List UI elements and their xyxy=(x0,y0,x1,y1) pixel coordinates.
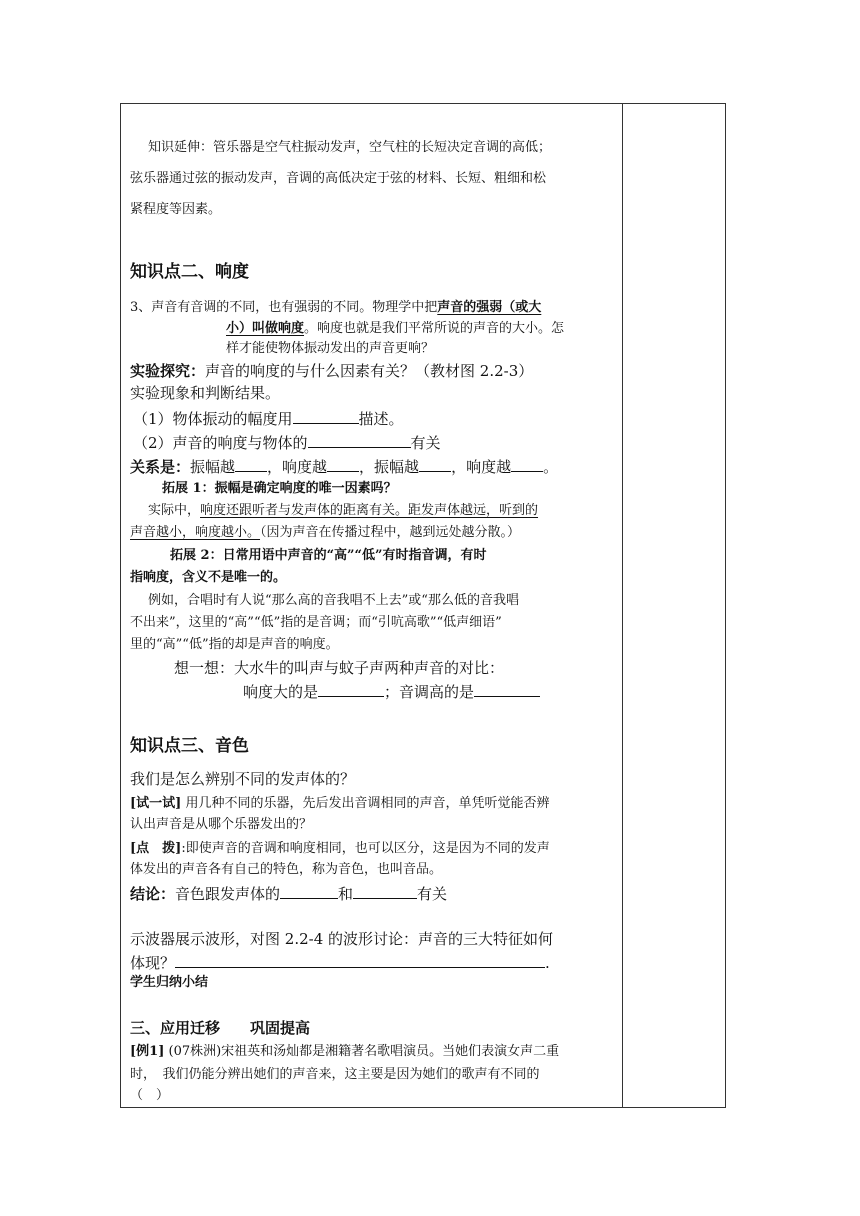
question-2 xyxy=(133,435,441,451)
think-blank-1[interactable] xyxy=(318,684,384,697)
kp2-para3-line1 xyxy=(130,301,541,314)
experiment-label: 实验探究： xyxy=(130,362,206,380)
kp3-question: 我们是怎么辨别不同的发声体的？ xyxy=(130,770,356,788)
hint-text: :即使声音的音调和响度相同，也可以区分，这是因为不同的发声 xyxy=(181,841,550,856)
conclusion-blank-1[interactable] xyxy=(280,886,338,899)
hint-label: [点 拨] xyxy=(130,841,182,856)
extension-line-3: 紧程度等因素。 xyxy=(130,202,222,217)
oscilloscope-line-2 xyxy=(130,955,550,971)
kp2-para3-text: 3、声音有音调的不同，也有强弱的不同。物理学中把 xyxy=(130,300,438,315)
conclusion-text-2: 和 xyxy=(338,885,354,903)
try-line-2: 认出声音是从哪个乐器发出的？ xyxy=(130,817,313,832)
column-divider xyxy=(622,103,623,1108)
summary-label: 学生归纳小结 xyxy=(130,975,209,990)
example-line-2: 不出来”，这里的“高”“低”指的是音调；而“引吭高歌”“低声细语” xyxy=(130,615,502,630)
extension-line-2: 弦乐器通过弦的振动发声，音调的高低决定于弦的材料、长短、粗细和松 xyxy=(130,171,547,186)
experiment-result: 实验现象和判断结果。 xyxy=(130,384,281,402)
relation-blank-3[interactable] xyxy=(419,459,451,472)
relation-blank-1[interactable] xyxy=(235,459,267,472)
extension-1-underlined-2: 声音越小，响度越小。 xyxy=(130,525,261,540)
hint-line-1 xyxy=(130,842,550,855)
relation-text-4: ，响度越 xyxy=(451,458,512,476)
question-2-blank[interactable] xyxy=(308,435,411,448)
experiment-line xyxy=(130,364,533,379)
question-1-text: （1）物体振动的幅度用 xyxy=(133,410,293,428)
kp3-heading: 知识点三、音色 xyxy=(130,736,249,756)
example-line-1: 例如，合唱时有人说“那么高的音我唱不上去”或“那么低的音我唱 xyxy=(148,593,519,608)
part3-heading: 三、应用迁移 巩固提高 xyxy=(130,1019,311,1037)
relation-blank-4[interactable] xyxy=(511,459,543,472)
example-line-3: 里的“高”“低”指的却是声音的响度。 xyxy=(130,637,339,652)
extension-line-1: 知识延伸：管乐器是空气柱振动发声，空气柱的长短决定音调的高低； xyxy=(148,140,552,155)
think-loud-label: 响度大的是 xyxy=(243,683,319,701)
extension-1-note: （因为声音在传播过程中，越到远处越分散。） xyxy=(260,525,521,540)
oscilloscope-line-1: 示波器展示波形，对图 2.2-4 的波形讨论：声音的三大特征如何 xyxy=(130,930,554,948)
kp2-para3-line2 xyxy=(226,322,564,335)
think-line-1: 想一想：大水牛的叫声与蚊子声两种声音的对比： xyxy=(174,659,505,677)
relation-text-5: 。 xyxy=(543,458,559,476)
kp2-para3-line3: 样才能使物体振动发出的声音更响？ xyxy=(226,341,435,356)
relation-line xyxy=(130,459,558,475)
example-1-text: (07株洲)宋祖英和汤灿都是湘籍著名歌唱演员。当她们表演女声二重 xyxy=(164,1044,560,1059)
relation-text-2: ，响度越 xyxy=(267,458,328,476)
extension-1-title: 拓展 1：振幅是确定响度的唯一因素吗？ xyxy=(162,481,397,496)
oscilloscope-question: 体现？ xyxy=(130,954,176,972)
relation-blank-2[interactable] xyxy=(327,459,359,472)
think-blank-2[interactable] xyxy=(474,684,540,697)
hint-line-2: 体发出的声音各有自己的特色，称为音色，也叫音品。 xyxy=(130,862,443,877)
kp2-para3-text-2: 。响度也就是我们平常所说的声音的大小。怎 xyxy=(304,321,565,336)
extension-1-line1 xyxy=(148,504,538,517)
extension-2-line2: 指响度，含义不是唯一的。 xyxy=(130,570,287,585)
extension-1-line2 xyxy=(130,526,520,539)
try-line-1 xyxy=(130,797,549,810)
conclusion-line xyxy=(130,886,447,902)
oscilloscope-blank[interactable] xyxy=(175,955,545,968)
example-1-line3: （ ） xyxy=(130,1088,170,1103)
kp2-heading: 知识点二、响度 xyxy=(130,262,249,282)
question-1 xyxy=(133,411,404,427)
think-line-2 xyxy=(243,684,540,700)
question-2-tail: 有关 xyxy=(410,434,441,452)
example-1-label: [例1] xyxy=(130,1044,165,1059)
oscilloscope-end: . xyxy=(545,954,550,972)
experiment-text: 声音的响度的与什么因素有关？（教材图 2.2-3） xyxy=(205,362,534,380)
think-pitch-label: ；音调高的是 xyxy=(384,683,475,701)
relation-text-3: ，振幅越 xyxy=(359,458,420,476)
relation-label: 关系是： xyxy=(130,458,191,476)
conclusion-text-3: 有关 xyxy=(417,885,448,903)
extension-1-underlined: 响度还跟听者与发声体的距离有关。距发声体越远，听到的 xyxy=(200,503,539,518)
question-1-tail: 描述。 xyxy=(358,410,404,428)
conclusion-text-1: 音色跟发声体的 xyxy=(175,885,281,903)
try-label: [试一试] xyxy=(130,796,182,811)
extension-2-line1: 拓展 2：日常用语中声音的“高”“低”有时指音调，有时 xyxy=(170,548,487,563)
try-text: 用几种不同的乐器，先后发出音调相同的声音，单凭听觉能否辨 xyxy=(181,796,550,811)
kp2-para3-key-term: 声音的强弱（或大 xyxy=(437,300,542,315)
example-1-line1 xyxy=(130,1045,559,1058)
conclusion-blank-2[interactable] xyxy=(353,886,417,899)
conclusion-label: 结论： xyxy=(130,885,176,903)
relation-text-1: 振幅越 xyxy=(190,458,236,476)
question-1-blank[interactable] xyxy=(293,411,359,424)
kp2-para3-key-term-2: 小）叫做响度 xyxy=(226,321,305,336)
example-1-line2: 时， 我们仍能分辨出她们的声音来，这主要是因为她们的歌声有不同的 xyxy=(130,1067,540,1082)
extension-1-lead: 实际中， xyxy=(148,503,201,518)
question-2-text: （2）声音的响度与物体的 xyxy=(133,434,308,452)
